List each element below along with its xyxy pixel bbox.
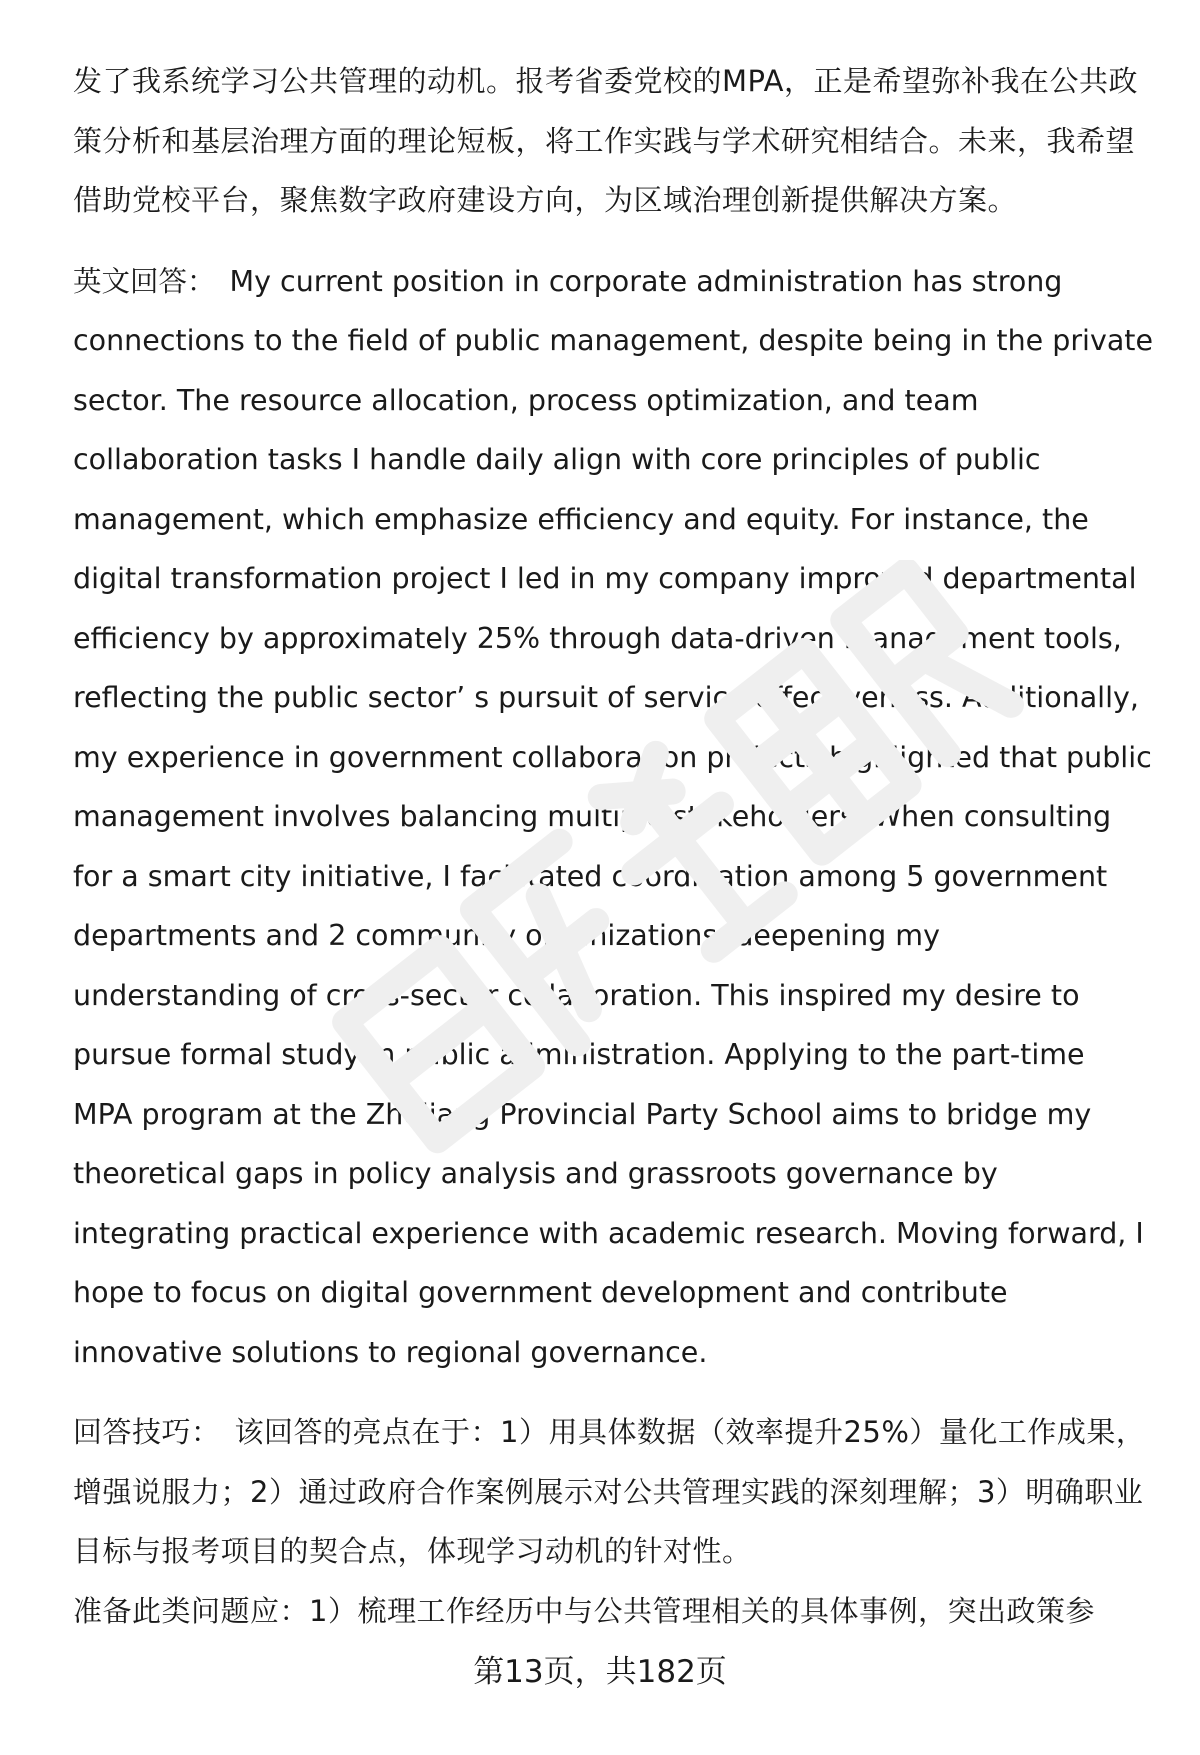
- document-body: [73, 52, 1153, 1641]
- answer-tips-label: 回答技巧：: [73, 1415, 221, 1449]
- page-number: 第13页，共182页: [473, 1654, 727, 1690]
- paragraph-english-answer: [73, 252, 1153, 1383]
- english-answer-text: My current position in corporate administration has strong connections to the field of public management, despite being in the private sector. The resource allocation, process optimization, and team collaboration tasks I handle daily align with core principles of public management, which emphasize efficiency and equity. For instance, the digital transformation project I led in my company improved departmental efficiency by approximately 25% through data-driven management tools, reflecting the public sector’ s pursuit of service effectiveness. Additionally, my experience in government collaboration projects highlighted that public management involves balancing multiple stakeholders. When consulting for a smart city initiative, I facilitated coordination among 5 government departments and 2 community organizations, deepening my understanding of cross-sector collaboration. This inspired my desire to pursue formal study in public administration. Applying to the part-time MPA program at the Zhejiang Provincial Party School aims to bridge my theoretical gaps in policy analysis and grassroots governance by integrating practical experience with academic research. Moving forward, I hope to focus on digital government development and contribute innovative solutions to regional governance.: [73, 264, 1154, 1369]
- english-answer-label: 英文回答：: [73, 264, 216, 298]
- answer-tips-text: 该回答的亮点在于：1）用具体数据（效率提升25%）量化工作成果，增强说服力；2）通过政府合作案例展示对公共管理实践的深刻理解；3）明确职业目标与报考项目的契合点，体现学习动机的针对性。: [73, 1415, 1146, 1568]
- paragraph-preparation: 准备此类问题应：1）梳理工作经历中与公共管理相关的具体事例，突出政策参: [73, 1593, 1095, 1628]
- paragraph-answer-tips: [73, 1403, 1153, 1582]
- paragraph-chinese-answer-end: 发了我系统学习公共管理的动机。报考省委党校的MPA，正是希望弥补我在公共政策分析和基层治理方面的理论短板，将工作实践与学术研究相结合。未来，我希望借助党校平台，聚焦数字政府建设方向，为区域治理创新提供解决方案。: [73, 64, 1138, 217]
